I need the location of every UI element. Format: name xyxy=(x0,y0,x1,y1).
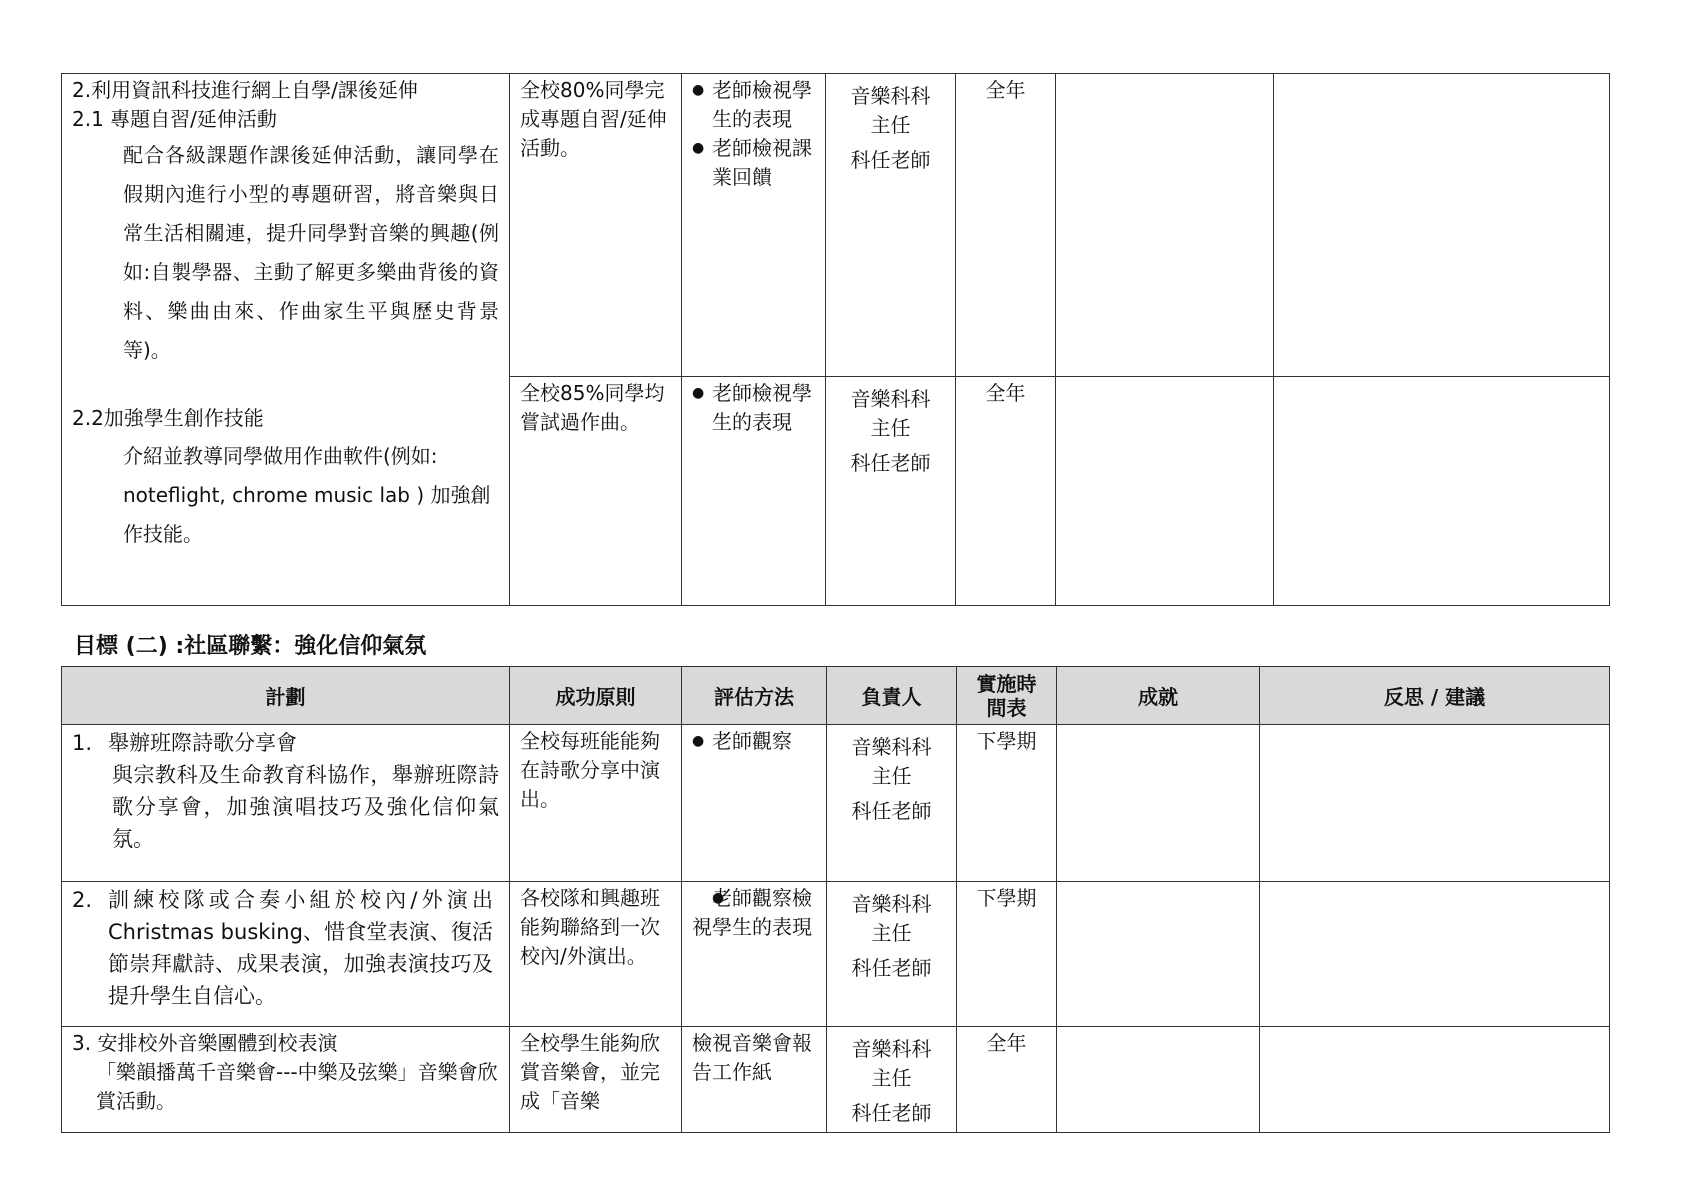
owner-teacher: 科任老師 xyxy=(851,1101,932,1125)
criteria-text: 全校每班能能夠在詩歌分享中演出。 xyxy=(520,729,660,811)
plan-cell xyxy=(62,882,510,1027)
criteria-cell xyxy=(510,725,682,882)
plan-table-upper xyxy=(61,73,1610,606)
owner-role: 音樂科科主任 xyxy=(851,735,932,788)
criteria-cell xyxy=(510,882,682,1027)
criteria-text: 全校85%同學均嘗試過作曲。 xyxy=(520,381,665,434)
plan-title: 安排校外音樂團體到校表演 xyxy=(97,1031,338,1055)
header-plan: 計劃 xyxy=(62,667,510,725)
timeline-text: 全年 xyxy=(985,78,1026,102)
method-item: ● 老師觀察檢視學生的表現 xyxy=(692,884,816,942)
owner-cell xyxy=(827,1027,957,1133)
table-row xyxy=(62,725,1610,882)
timeline-cell xyxy=(957,725,1057,882)
plan-paragraph: 配合各級課題作課後延伸活動，讓同學在假期內進行小型的專題研習，將音樂與日常生活相關連，提升同學對音樂的興趣(例如:自製學器、主動了解更多樂曲背後的資料、樂曲由來、作曲家生平與歷史背景等)。 xyxy=(123,143,499,362)
timeline-cell xyxy=(956,377,1056,606)
owner-cell xyxy=(826,74,956,377)
achievement-cell xyxy=(1056,74,1274,377)
timeline-text: 全年 xyxy=(985,381,1026,405)
plan-paragraph: 「樂韻播萬千音樂會---中樂及弦樂」音樂會欣賞活動。 xyxy=(96,1060,498,1113)
plan-title: 訓練校隊或合奏小組於校內/外演出 Christmas busking、惜食堂表演、復活節崇拜獻詩、成果表演，加強表演技巧及提升學生自信心。 xyxy=(108,888,493,1008)
timeline-text: 下學期 xyxy=(976,886,1037,910)
achievement-cell xyxy=(1056,377,1274,606)
section-title: 目標 (二) :社區聯繫：強化信仰氣氛 xyxy=(74,634,427,659)
header-criteria: 成功原則 xyxy=(510,667,682,725)
method-cell xyxy=(682,725,827,882)
plan-heading: 2.利用資訊科技進行網上自學/課後延伸 xyxy=(72,78,418,102)
method-item: 檢視音樂會報告工作紙 xyxy=(692,1031,812,1084)
method-item: ● 老師檢視學生的表現 xyxy=(692,379,815,437)
owner-teacher: 科任老師 xyxy=(850,451,931,475)
reflection-cell xyxy=(1274,377,1610,606)
method-cell xyxy=(682,1027,827,1133)
plan-cell xyxy=(62,725,510,882)
table-header-row xyxy=(62,667,1610,725)
achievement-cell xyxy=(1057,1027,1260,1133)
criteria-text: 全校學生能夠欣賞音樂會，並完成「音樂 xyxy=(520,1031,660,1113)
owner-cell xyxy=(827,725,957,882)
method-cell xyxy=(682,377,826,606)
owner-role: 音樂科科主任 xyxy=(851,892,932,945)
reflection-cell xyxy=(1260,1027,1610,1133)
criteria-text: 全校80%同學完成專題自習/延伸活動。 xyxy=(520,78,667,160)
plan-cell xyxy=(62,74,510,606)
table-row xyxy=(62,1027,1610,1133)
owner-role: 音樂科科主任 xyxy=(851,1037,932,1090)
reflection-cell xyxy=(1274,74,1610,377)
method-item: ● 老師檢視學生的表現 xyxy=(692,76,815,134)
owner-cell xyxy=(826,377,956,606)
timeline-cell xyxy=(957,882,1057,1027)
criteria-cell xyxy=(510,74,682,377)
criteria-cell xyxy=(510,377,682,606)
item-number: 2. xyxy=(72,888,93,912)
item-number: 1. xyxy=(72,731,93,755)
method-cell xyxy=(682,74,826,377)
timeline-text: 全年 xyxy=(986,1031,1027,1055)
reflection-cell xyxy=(1260,882,1610,1027)
owner-cell xyxy=(827,882,957,1027)
timeline-cell xyxy=(957,1027,1057,1133)
timeline-cell xyxy=(956,74,1056,377)
header-reflection: 反思 / 建議 xyxy=(1260,667,1610,725)
item-number: 3. xyxy=(72,1031,92,1055)
owner-role: 音樂科科主任 xyxy=(850,84,931,137)
owner-teacher: 科任老師 xyxy=(851,956,932,980)
owner-teacher: 科任老師 xyxy=(850,148,931,172)
criteria-cell xyxy=(510,1027,682,1133)
table-row xyxy=(62,882,1610,1027)
header-timeline: 實施時間表 xyxy=(957,667,1057,725)
owner-teacher: 科任老師 xyxy=(851,799,932,823)
plan-table-lower xyxy=(61,666,1610,1133)
plan-subheading: 2.2加強學生創作技能 xyxy=(72,406,264,430)
plan-cell xyxy=(62,1027,510,1133)
criteria-text: 各校隊和興趣班能夠聯絡到一次校內/外演出。 xyxy=(520,886,660,968)
reflection-cell xyxy=(1260,725,1610,882)
plan-subheading: 2.1 專題自習/延伸活動 xyxy=(72,107,277,131)
plan-title: 舉辦班際詩歌分享會 xyxy=(108,731,297,755)
plan-paragraph: 介紹並教導同學做用作曲軟件(例如: noteflight, chrome music lab ) 加強創作技能。 xyxy=(123,444,491,546)
header-method: 評估方法 xyxy=(682,667,827,725)
achievement-cell xyxy=(1057,882,1260,1027)
method-item: ● 老師觀察 xyxy=(692,727,816,756)
achievement-cell xyxy=(1057,725,1260,882)
timeline-text: 下學期 xyxy=(976,729,1037,753)
header-owner: 負責人 xyxy=(827,667,957,725)
header-achievement: 成就 xyxy=(1057,667,1260,725)
method-item: ● 老師檢視課業回饋 xyxy=(692,134,815,192)
plan-paragraph: 與宗教科及生命教育科協作，舉辦班際詩歌分享會，加強演唱技巧及強化信仰氣氛。 xyxy=(112,763,499,851)
owner-role: 音樂科科主任 xyxy=(850,387,931,440)
method-cell xyxy=(682,882,827,1027)
